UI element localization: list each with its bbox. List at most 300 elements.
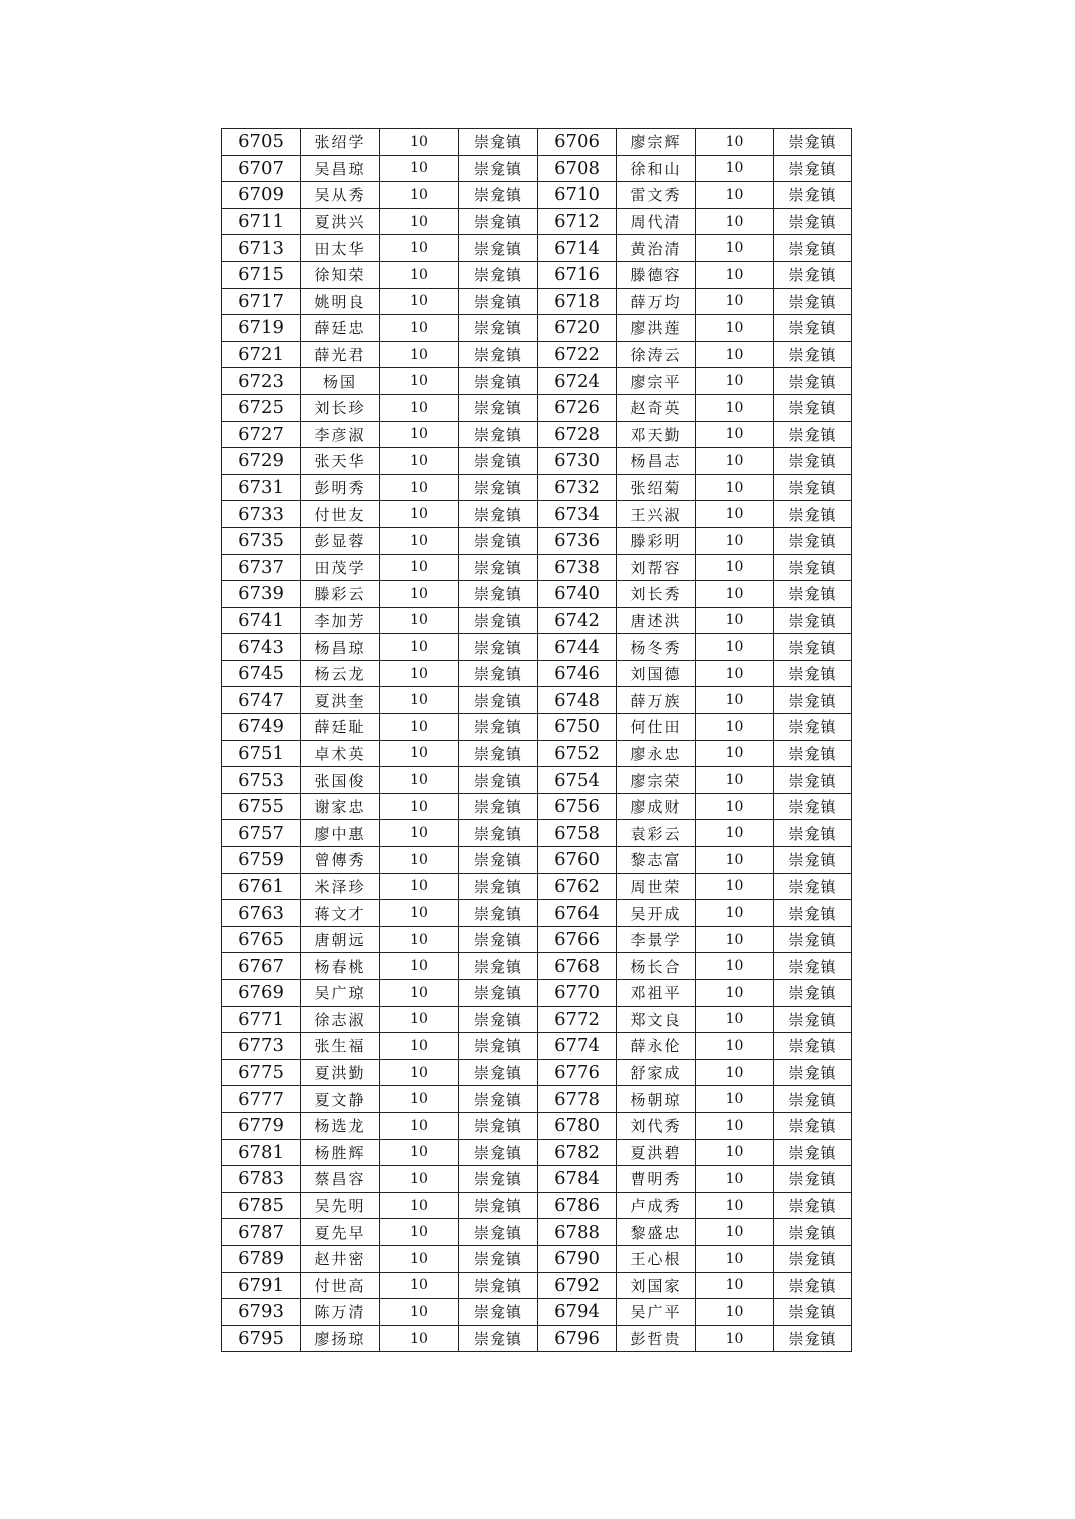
person-name-cell: 杨云龙 bbox=[301, 660, 380, 687]
person-name-cell: 王心根 bbox=[617, 1245, 696, 1272]
town-name-cell: 崇龛镇 bbox=[774, 1272, 852, 1299]
person-name-cell: 杨昌志 bbox=[617, 448, 696, 475]
record-id-cell: 6719 bbox=[222, 315, 301, 342]
amount-cell: 10 bbox=[380, 820, 459, 847]
person-name-cell: 滕彩明 bbox=[617, 527, 696, 554]
record-id-cell: 6753 bbox=[222, 767, 301, 794]
town-name-cell: 崇龛镇 bbox=[459, 208, 538, 235]
amount-cell: 10 bbox=[696, 740, 774, 767]
table-row bbox=[222, 394, 852, 421]
person-name-cell: 米泽珍 bbox=[301, 873, 380, 900]
amount-cell: 10 bbox=[380, 182, 459, 209]
person-name-cell: 刘国家 bbox=[617, 1272, 696, 1299]
record-id-cell: 6757 bbox=[222, 820, 301, 847]
person-name-cell: 袁彩云 bbox=[617, 820, 696, 847]
town-name-cell: 崇龛镇 bbox=[459, 953, 538, 980]
town-name-cell: 崇龛镇 bbox=[774, 394, 852, 421]
amount-cell: 10 bbox=[380, 607, 459, 634]
record-id-cell: 6756 bbox=[538, 793, 617, 820]
roster-body bbox=[222, 129, 852, 1352]
amount-cell: 10 bbox=[696, 394, 774, 421]
amount-cell: 10 bbox=[696, 501, 774, 528]
town-name-cell: 崇龛镇 bbox=[459, 368, 538, 395]
person-name-cell: 谢家忠 bbox=[301, 793, 380, 820]
amount-cell: 10 bbox=[380, 155, 459, 182]
amount-cell: 10 bbox=[380, 1059, 459, 1086]
amount-cell: 10 bbox=[380, 714, 459, 741]
town-name-cell: 崇龛镇 bbox=[774, 1325, 852, 1352]
person-name-cell: 夏先早 bbox=[301, 1219, 380, 1246]
table-row bbox=[222, 341, 852, 368]
town-name-cell: 崇龛镇 bbox=[774, 1192, 852, 1219]
record-id-cell: 6710 bbox=[538, 182, 617, 209]
amount-cell: 10 bbox=[380, 235, 459, 262]
record-id-cell: 6755 bbox=[222, 793, 301, 820]
amount-cell: 10 bbox=[380, 208, 459, 235]
amount-cell: 10 bbox=[696, 288, 774, 315]
amount-cell: 10 bbox=[696, 1059, 774, 1086]
record-id-cell: 6741 bbox=[222, 607, 301, 634]
person-name-cell: 蒋文才 bbox=[301, 900, 380, 927]
town-name-cell: 崇龛镇 bbox=[459, 1192, 538, 1219]
record-id-cell: 6774 bbox=[538, 1033, 617, 1060]
person-name-cell: 杨国 bbox=[301, 368, 380, 395]
town-name-cell: 崇龛镇 bbox=[774, 474, 852, 501]
table-row bbox=[222, 953, 852, 980]
town-name-cell: 崇龛镇 bbox=[774, 1112, 852, 1139]
amount-cell: 10 bbox=[696, 1272, 774, 1299]
person-name-cell: 徐涛云 bbox=[617, 341, 696, 368]
record-id-cell: 6767 bbox=[222, 953, 301, 980]
town-name-cell: 崇龛镇 bbox=[459, 1299, 538, 1326]
person-name-cell: 杨选龙 bbox=[301, 1112, 380, 1139]
record-id-cell: 6713 bbox=[222, 235, 301, 262]
record-id-cell: 6746 bbox=[538, 660, 617, 687]
table-row bbox=[222, 740, 852, 767]
town-name-cell: 崇龛镇 bbox=[774, 820, 852, 847]
record-id-cell: 6792 bbox=[538, 1272, 617, 1299]
person-name-cell: 徐知荣 bbox=[301, 261, 380, 288]
table-row bbox=[222, 182, 852, 209]
record-id-cell: 6707 bbox=[222, 155, 301, 182]
record-id-cell: 6764 bbox=[538, 900, 617, 927]
town-name-cell: 崇龛镇 bbox=[774, 767, 852, 794]
record-id-cell: 6744 bbox=[538, 634, 617, 661]
town-name-cell: 崇龛镇 bbox=[774, 793, 852, 820]
record-id-cell: 6718 bbox=[538, 288, 617, 315]
town-name-cell: 崇龛镇 bbox=[774, 155, 852, 182]
record-id-cell: 6770 bbox=[538, 980, 617, 1007]
person-name-cell: 廖宗平 bbox=[617, 368, 696, 395]
town-name-cell: 崇龛镇 bbox=[459, 1112, 538, 1139]
record-id-cell: 6732 bbox=[538, 474, 617, 501]
person-name-cell: 田太华 bbox=[301, 235, 380, 262]
town-name-cell: 崇龛镇 bbox=[774, 900, 852, 927]
record-id-cell: 6776 bbox=[538, 1059, 617, 1086]
table-row bbox=[222, 1059, 852, 1086]
amount-cell: 10 bbox=[380, 315, 459, 342]
amount-cell: 10 bbox=[696, 607, 774, 634]
record-id-cell: 6760 bbox=[538, 847, 617, 874]
town-name-cell: 崇龛镇 bbox=[774, 1166, 852, 1193]
person-name-cell: 杨春桃 bbox=[301, 953, 380, 980]
town-name-cell: 崇龛镇 bbox=[459, 820, 538, 847]
amount-cell: 10 bbox=[696, 1033, 774, 1060]
town-name-cell: 崇龛镇 bbox=[774, 129, 852, 156]
record-id-cell: 6740 bbox=[538, 581, 617, 608]
table-row bbox=[222, 607, 852, 634]
table-row bbox=[222, 501, 852, 528]
record-id-cell: 6766 bbox=[538, 926, 617, 953]
amount-cell: 10 bbox=[696, 129, 774, 156]
town-name-cell: 崇龛镇 bbox=[459, 474, 538, 501]
amount-cell: 10 bbox=[380, 368, 459, 395]
town-name-cell: 崇龛镇 bbox=[459, 182, 538, 209]
amount-cell: 10 bbox=[380, 501, 459, 528]
town-name-cell: 崇龛镇 bbox=[774, 421, 852, 448]
table-row bbox=[222, 687, 852, 714]
amount-cell: 10 bbox=[696, 474, 774, 501]
record-id-cell: 6715 bbox=[222, 261, 301, 288]
table-row bbox=[222, 820, 852, 847]
record-id-cell: 6739 bbox=[222, 581, 301, 608]
town-name-cell: 崇龛镇 bbox=[774, 607, 852, 634]
record-id-cell: 6768 bbox=[538, 953, 617, 980]
table-row bbox=[222, 1006, 852, 1033]
record-id-cell: 6761 bbox=[222, 873, 301, 900]
record-id-cell: 6723 bbox=[222, 368, 301, 395]
amount-cell: 10 bbox=[696, 714, 774, 741]
town-name-cell: 崇龛镇 bbox=[774, 1219, 852, 1246]
person-name-cell: 李彦淑 bbox=[301, 421, 380, 448]
record-id-cell: 6708 bbox=[538, 155, 617, 182]
record-id-cell: 6777 bbox=[222, 1086, 301, 1113]
person-name-cell: 吴广琼 bbox=[301, 980, 380, 1007]
person-name-cell: 姚明良 bbox=[301, 288, 380, 315]
person-name-cell: 田茂学 bbox=[301, 554, 380, 581]
town-name-cell: 崇龛镇 bbox=[459, 847, 538, 874]
person-name-cell: 滕德容 bbox=[617, 261, 696, 288]
record-id-cell: 6749 bbox=[222, 714, 301, 741]
town-name-cell: 崇龛镇 bbox=[774, 1086, 852, 1113]
amount-cell: 10 bbox=[696, 1325, 774, 1352]
town-name-cell: 崇龛镇 bbox=[459, 155, 538, 182]
amount-cell: 10 bbox=[380, 341, 459, 368]
record-id-cell: 6737 bbox=[222, 554, 301, 581]
table-row bbox=[222, 660, 852, 687]
town-name-cell: 崇龛镇 bbox=[459, 1245, 538, 1272]
record-id-cell: 6711 bbox=[222, 208, 301, 235]
amount-cell: 10 bbox=[696, 767, 774, 794]
town-name-cell: 崇龛镇 bbox=[459, 394, 538, 421]
amount-cell: 10 bbox=[696, 341, 774, 368]
person-name-cell: 吴昌琼 bbox=[301, 155, 380, 182]
record-id-cell: 6773 bbox=[222, 1033, 301, 1060]
record-id-cell: 6730 bbox=[538, 448, 617, 475]
town-name-cell: 崇龛镇 bbox=[459, 660, 538, 687]
person-name-cell: 周代清 bbox=[617, 208, 696, 235]
amount-cell: 10 bbox=[696, 953, 774, 980]
amount-cell: 10 bbox=[380, 1219, 459, 1246]
table-row bbox=[222, 1192, 852, 1219]
amount-cell: 10 bbox=[696, 261, 774, 288]
record-id-cell: 6747 bbox=[222, 687, 301, 714]
record-id-cell: 6742 bbox=[538, 607, 617, 634]
record-id-cell: 6795 bbox=[222, 1325, 301, 1352]
amount-cell: 10 bbox=[696, 368, 774, 395]
person-name-cell: 夏洪碧 bbox=[617, 1139, 696, 1166]
record-id-cell: 6727 bbox=[222, 421, 301, 448]
amount-cell: 10 bbox=[380, 740, 459, 767]
record-id-cell: 6721 bbox=[222, 341, 301, 368]
amount-cell: 10 bbox=[696, 900, 774, 927]
town-name-cell: 崇龛镇 bbox=[774, 714, 852, 741]
person-name-cell: 付世高 bbox=[301, 1272, 380, 1299]
town-name-cell: 崇龛镇 bbox=[459, 1166, 538, 1193]
town-name-cell: 崇龛镇 bbox=[774, 527, 852, 554]
person-name-cell: 吴广平 bbox=[617, 1299, 696, 1326]
person-name-cell: 郑文良 bbox=[617, 1006, 696, 1033]
town-name-cell: 崇龛镇 bbox=[459, 1139, 538, 1166]
town-name-cell: 崇龛镇 bbox=[459, 1272, 538, 1299]
record-id-cell: 6791 bbox=[222, 1272, 301, 1299]
amount-cell: 10 bbox=[380, 1166, 459, 1193]
town-name-cell: 崇龛镇 bbox=[774, 315, 852, 342]
record-id-cell: 6796 bbox=[538, 1325, 617, 1352]
amount-cell: 10 bbox=[380, 793, 459, 820]
town-name-cell: 崇龛镇 bbox=[459, 687, 538, 714]
town-name-cell: 崇龛镇 bbox=[459, 1033, 538, 1060]
town-name-cell: 崇龛镇 bbox=[774, 847, 852, 874]
town-name-cell: 崇龛镇 bbox=[774, 1299, 852, 1326]
table-row bbox=[222, 474, 852, 501]
person-name-cell: 曾傳秀 bbox=[301, 847, 380, 874]
person-name-cell: 廖中惠 bbox=[301, 820, 380, 847]
table-row bbox=[222, 926, 852, 953]
amount-cell: 10 bbox=[380, 926, 459, 953]
amount-cell: 10 bbox=[380, 554, 459, 581]
table-row bbox=[222, 1299, 852, 1326]
amount-cell: 10 bbox=[696, 208, 774, 235]
table-row bbox=[222, 1325, 852, 1352]
amount-cell: 10 bbox=[380, 980, 459, 1007]
record-id-cell: 6786 bbox=[538, 1192, 617, 1219]
record-id-cell: 6722 bbox=[538, 341, 617, 368]
record-id-cell: 6790 bbox=[538, 1245, 617, 1272]
record-id-cell: 6736 bbox=[538, 527, 617, 554]
person-name-cell: 夏文静 bbox=[301, 1086, 380, 1113]
person-name-cell: 李景学 bbox=[617, 926, 696, 953]
town-name-cell: 崇龛镇 bbox=[459, 421, 538, 448]
amount-cell: 10 bbox=[380, 448, 459, 475]
person-name-cell: 廖永忠 bbox=[617, 740, 696, 767]
town-name-cell: 崇龛镇 bbox=[774, 1139, 852, 1166]
person-name-cell: 黎盛忠 bbox=[617, 1219, 696, 1246]
person-name-cell: 薛廷忠 bbox=[301, 315, 380, 342]
person-name-cell: 蔡昌容 bbox=[301, 1166, 380, 1193]
person-name-cell: 唐朝远 bbox=[301, 926, 380, 953]
amount-cell: 10 bbox=[696, 182, 774, 209]
amount-cell: 10 bbox=[380, 527, 459, 554]
person-name-cell: 黄治清 bbox=[617, 235, 696, 262]
record-id-cell: 6716 bbox=[538, 261, 617, 288]
amount-cell: 10 bbox=[380, 288, 459, 315]
table-row bbox=[222, 847, 852, 874]
record-id-cell: 6779 bbox=[222, 1112, 301, 1139]
town-name-cell: 崇龛镇 bbox=[459, 634, 538, 661]
town-name-cell: 崇龛镇 bbox=[774, 288, 852, 315]
table-row bbox=[222, 235, 852, 262]
record-id-cell: 6765 bbox=[222, 926, 301, 953]
amount-cell: 10 bbox=[696, 155, 774, 182]
amount-cell: 10 bbox=[380, 847, 459, 874]
person-name-cell: 杨昌琼 bbox=[301, 634, 380, 661]
town-name-cell: 崇龛镇 bbox=[774, 1006, 852, 1033]
person-name-cell: 张绍学 bbox=[301, 129, 380, 156]
person-name-cell: 夏洪奎 bbox=[301, 687, 380, 714]
record-id-cell: 6750 bbox=[538, 714, 617, 741]
amount-cell: 10 bbox=[380, 1299, 459, 1326]
amount-cell: 10 bbox=[696, 1299, 774, 1326]
record-id-cell: 6751 bbox=[222, 740, 301, 767]
town-name-cell: 崇龛镇 bbox=[774, 182, 852, 209]
person-name-cell: 彭显蓉 bbox=[301, 527, 380, 554]
person-name-cell: 廖宗荣 bbox=[617, 767, 696, 794]
town-name-cell: 崇龛镇 bbox=[774, 554, 852, 581]
amount-cell: 10 bbox=[696, 793, 774, 820]
table-row bbox=[222, 261, 852, 288]
record-id-cell: 6784 bbox=[538, 1166, 617, 1193]
table-row bbox=[222, 554, 852, 581]
person-name-cell: 舒家成 bbox=[617, 1059, 696, 1086]
town-name-cell: 崇龛镇 bbox=[459, 1219, 538, 1246]
amount-cell: 10 bbox=[380, 1112, 459, 1139]
record-id-cell: 6778 bbox=[538, 1086, 617, 1113]
person-name-cell: 吴开成 bbox=[617, 900, 696, 927]
amount-cell: 10 bbox=[380, 1086, 459, 1113]
roster-table bbox=[221, 128, 852, 1352]
town-name-cell: 崇龛镇 bbox=[774, 873, 852, 900]
record-id-cell: 6794 bbox=[538, 1299, 617, 1326]
person-name-cell: 杨胜辉 bbox=[301, 1139, 380, 1166]
table-row bbox=[222, 900, 852, 927]
amount-cell: 10 bbox=[696, 315, 774, 342]
amount-cell: 10 bbox=[696, 660, 774, 687]
amount-cell: 10 bbox=[696, 235, 774, 262]
record-id-cell: 6771 bbox=[222, 1006, 301, 1033]
amount-cell: 10 bbox=[696, 1139, 774, 1166]
town-name-cell: 崇龛镇 bbox=[459, 554, 538, 581]
person-name-cell: 赵奇英 bbox=[617, 394, 696, 421]
town-name-cell: 崇龛镇 bbox=[459, 1325, 538, 1352]
person-name-cell: 滕彩云 bbox=[301, 581, 380, 608]
town-name-cell: 崇龛镇 bbox=[774, 501, 852, 528]
record-id-cell: 6793 bbox=[222, 1299, 301, 1326]
amount-cell: 10 bbox=[696, 847, 774, 874]
table-row bbox=[222, 1086, 852, 1113]
town-name-cell: 崇龛镇 bbox=[459, 607, 538, 634]
town-name-cell: 崇龛镇 bbox=[459, 129, 538, 156]
record-id-cell: 6735 bbox=[222, 527, 301, 554]
town-name-cell: 崇龛镇 bbox=[459, 235, 538, 262]
town-name-cell: 崇龛镇 bbox=[459, 793, 538, 820]
record-id-cell: 6769 bbox=[222, 980, 301, 1007]
person-name-cell: 刘长秀 bbox=[617, 581, 696, 608]
town-name-cell: 崇龛镇 bbox=[459, 581, 538, 608]
record-id-cell: 6725 bbox=[222, 394, 301, 421]
town-name-cell: 崇龛镇 bbox=[774, 368, 852, 395]
town-name-cell: 崇龛镇 bbox=[459, 448, 538, 475]
amount-cell: 10 bbox=[380, 687, 459, 714]
town-name-cell: 崇龛镇 bbox=[459, 1059, 538, 1086]
table-row bbox=[222, 581, 852, 608]
table-row bbox=[222, 527, 852, 554]
table-row bbox=[222, 980, 852, 1007]
table-row bbox=[222, 315, 852, 342]
person-name-cell: 唐述洪 bbox=[617, 607, 696, 634]
person-name-cell: 王兴淑 bbox=[617, 501, 696, 528]
town-name-cell: 崇龛镇 bbox=[459, 288, 538, 315]
town-name-cell: 崇龛镇 bbox=[774, 980, 852, 1007]
town-name-cell: 崇龛镇 bbox=[774, 1059, 852, 1086]
person-name-cell: 彭明秀 bbox=[301, 474, 380, 501]
table-row bbox=[222, 793, 852, 820]
amount-cell: 10 bbox=[696, 1219, 774, 1246]
person-name-cell: 薛万族 bbox=[617, 687, 696, 714]
amount-cell: 10 bbox=[380, 660, 459, 687]
record-id-cell: 6729 bbox=[222, 448, 301, 475]
town-name-cell: 崇龛镇 bbox=[774, 341, 852, 368]
town-name-cell: 崇龛镇 bbox=[774, 740, 852, 767]
amount-cell: 10 bbox=[696, 527, 774, 554]
person-name-cell: 卢成秀 bbox=[617, 1192, 696, 1219]
town-name-cell: 崇龛镇 bbox=[774, 660, 852, 687]
person-name-cell: 卓术英 bbox=[301, 740, 380, 767]
person-name-cell: 曹明秀 bbox=[617, 1166, 696, 1193]
table-row bbox=[222, 1272, 852, 1299]
record-id-cell: 6717 bbox=[222, 288, 301, 315]
person-name-cell: 徐和山 bbox=[617, 155, 696, 182]
town-name-cell: 崇龛镇 bbox=[459, 926, 538, 953]
amount-cell: 10 bbox=[696, 873, 774, 900]
person-name-cell: 陈万清 bbox=[301, 1299, 380, 1326]
record-id-cell: 6782 bbox=[538, 1139, 617, 1166]
person-name-cell: 何仕田 bbox=[617, 714, 696, 741]
amount-cell: 10 bbox=[696, 421, 774, 448]
amount-cell: 10 bbox=[380, 1006, 459, 1033]
amount-cell: 10 bbox=[696, 1006, 774, 1033]
town-name-cell: 崇龛镇 bbox=[459, 873, 538, 900]
person-name-cell: 邓祖平 bbox=[617, 980, 696, 1007]
record-id-cell: 6726 bbox=[538, 394, 617, 421]
record-id-cell: 6752 bbox=[538, 740, 617, 767]
person-name-cell: 赵井密 bbox=[301, 1245, 380, 1272]
person-name-cell: 邓天勤 bbox=[617, 421, 696, 448]
amount-cell: 10 bbox=[696, 980, 774, 1007]
town-name-cell: 崇龛镇 bbox=[459, 767, 538, 794]
amount-cell: 10 bbox=[380, 634, 459, 661]
record-id-cell: 6785 bbox=[222, 1192, 301, 1219]
record-id-cell: 6724 bbox=[538, 368, 617, 395]
amount-cell: 10 bbox=[380, 581, 459, 608]
person-name-cell: 吴从秀 bbox=[301, 182, 380, 209]
person-name-cell: 薛廷耻 bbox=[301, 714, 380, 741]
table-row bbox=[222, 448, 852, 475]
amount-cell: 10 bbox=[696, 926, 774, 953]
town-name-cell: 崇龛镇 bbox=[459, 261, 538, 288]
town-name-cell: 崇龛镇 bbox=[459, 527, 538, 554]
record-id-cell: 6706 bbox=[538, 129, 617, 156]
